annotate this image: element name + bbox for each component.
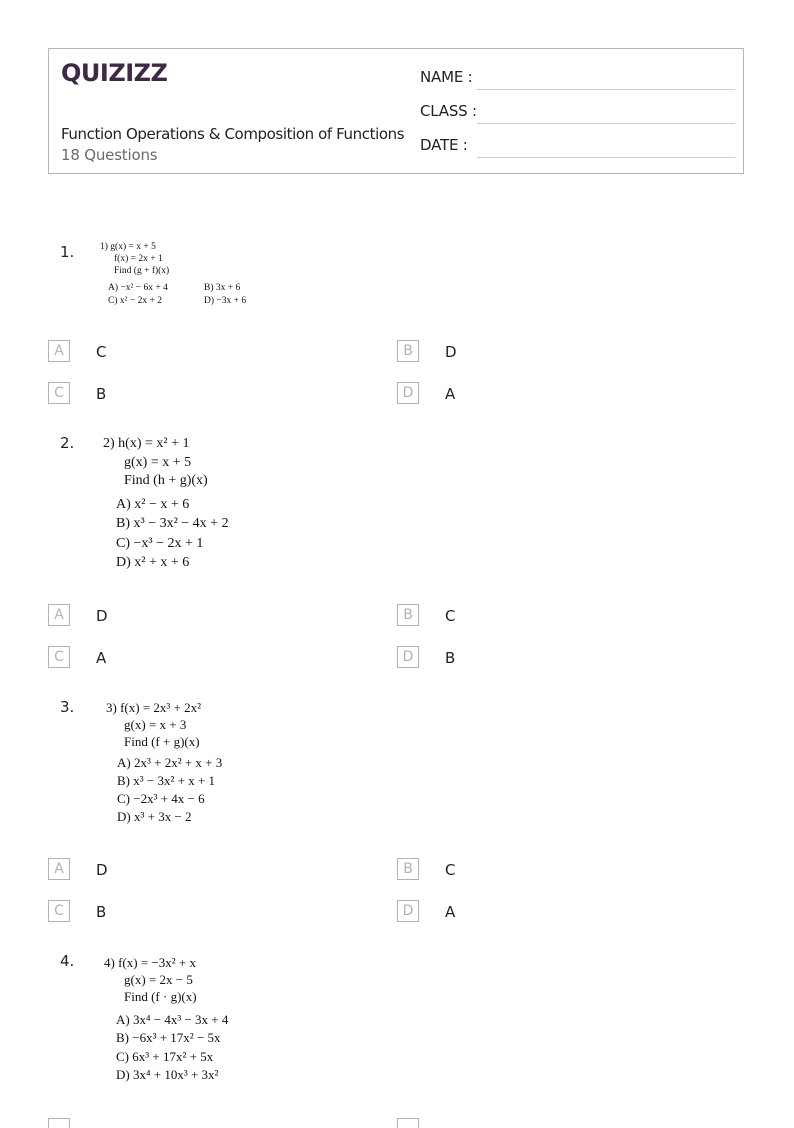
question-number: 2. xyxy=(60,434,75,452)
question-line: A) 3x⁴ − 4x³ − 3x + 4 xyxy=(116,1012,229,1027)
question-line: A) x² − x + 6 xyxy=(116,497,190,512)
question-number: 4. xyxy=(60,952,75,970)
class-field[interactable] xyxy=(420,102,735,124)
option-c-badge[interactable]: C xyxy=(48,900,70,922)
question-line: g(x) = 2x − 5 xyxy=(124,972,193,987)
question-line: D) x³ + 3x − 2 xyxy=(117,809,192,824)
question-number: 1. xyxy=(60,243,75,261)
question-line: C) −2x³ + 4x − 6 xyxy=(117,791,205,806)
question-line: 1) g(x) = x + 5 xyxy=(100,242,156,252)
question-line: D) −3x + 6 xyxy=(204,296,247,306)
date-line[interactable] xyxy=(477,157,735,158)
date-label: DATE : xyxy=(420,136,468,154)
question-line: B) 3x + 6 xyxy=(204,283,241,293)
question-line: B) x³ − 3x² + x + 1 xyxy=(117,773,216,788)
question-line: D) 3x⁴ + 10x³ + 3x² xyxy=(116,1067,219,1082)
question-line: Find (g + f)(x) xyxy=(114,266,170,276)
worksheet-title: Function Operations & Composition of Functions xyxy=(61,125,405,143)
option-c-answer[interactable]: B xyxy=(96,385,107,403)
class-line[interactable] xyxy=(477,123,735,124)
question-line: 3) f(x) = 2x³ + 2x² xyxy=(106,700,202,715)
question-line: 4) f(x) = −3x² + x xyxy=(104,955,196,970)
option-a-answer[interactable]: D xyxy=(96,607,108,625)
question-2-image xyxy=(103,436,303,576)
option-d-answer[interactable]: B xyxy=(445,649,456,667)
option-c-answer[interactable]: A xyxy=(96,649,107,667)
question-line: Find (h + g)(x) xyxy=(124,473,208,488)
question-line: D) x² + x + 6 xyxy=(116,555,190,570)
question-line: g(x) = x + 3 xyxy=(124,717,187,732)
question-line: A) −x² − 6x + 4 xyxy=(108,283,168,293)
worksheet-header xyxy=(48,48,744,174)
name-label: NAME : xyxy=(420,68,473,86)
question-line: A) 2x³ + 2x² + x + 3 xyxy=(117,755,223,770)
option-d-badge[interactable]: D xyxy=(397,646,419,668)
option-c-badge[interactable]: C xyxy=(48,382,70,404)
question-3-image xyxy=(106,700,306,830)
option-b-badge[interactable]: B xyxy=(397,604,419,626)
option-a-answer[interactable]: D xyxy=(96,861,108,879)
option-c-badge[interactable]: C xyxy=(48,646,70,668)
option-b-badge[interactable]: B xyxy=(397,858,419,880)
quizizz-logo: QUIZIZZ xyxy=(61,59,168,87)
option-b-answer[interactable]: C xyxy=(445,607,456,625)
date-field[interactable] xyxy=(420,136,735,158)
option-b-answer[interactable]: C xyxy=(445,861,456,879)
question-line: C) x² − 2x + 2 xyxy=(108,296,162,306)
question-1-image xyxy=(100,242,270,312)
question-line: f(x) = 2x + 1 xyxy=(114,254,163,264)
option-d-answer[interactable]: A xyxy=(445,385,456,403)
option-d-answer[interactable]: A xyxy=(445,903,456,921)
option-b-answer[interactable]: D xyxy=(445,343,457,361)
option-a-badge[interactable]: A xyxy=(48,604,70,626)
name-field[interactable] xyxy=(420,68,735,90)
option-d-badge[interactable]: D xyxy=(397,382,419,404)
question-line: B) x³ − 3x² − 4x + 2 xyxy=(116,516,229,531)
option-d-badge[interactable]: D xyxy=(397,900,419,922)
option-c-answer[interactable]: B xyxy=(96,903,107,921)
question-line: C) 6x³ + 17x² + 5x xyxy=(116,1049,214,1064)
question-line: Find (f + g)(x) xyxy=(124,734,200,749)
question-line: Find (f · g)(x) xyxy=(124,989,197,1004)
question-count: 18 Questions xyxy=(61,146,158,164)
question-line: 2) h(x) = x² + 1 xyxy=(103,436,190,451)
question-number: 3. xyxy=(60,698,75,716)
question-line: g(x) = x + 5 xyxy=(124,455,192,470)
option-a-answer[interactable]: C xyxy=(96,343,107,361)
name-line[interactable] xyxy=(477,89,735,90)
question-line: B) −6x³ + 17x² − 5x xyxy=(116,1030,221,1045)
option-a-badge[interactable] xyxy=(48,1118,70,1128)
question-4-image xyxy=(104,955,304,1085)
class-label: CLASS : xyxy=(420,102,477,120)
question-line: C) −x³ − 2x + 1 xyxy=(116,536,204,551)
option-b-badge[interactable]: B xyxy=(397,340,419,362)
option-a-badge[interactable]: A xyxy=(48,858,70,880)
option-b-badge[interactable] xyxy=(397,1118,419,1128)
option-a-badge[interactable]: A xyxy=(48,340,70,362)
